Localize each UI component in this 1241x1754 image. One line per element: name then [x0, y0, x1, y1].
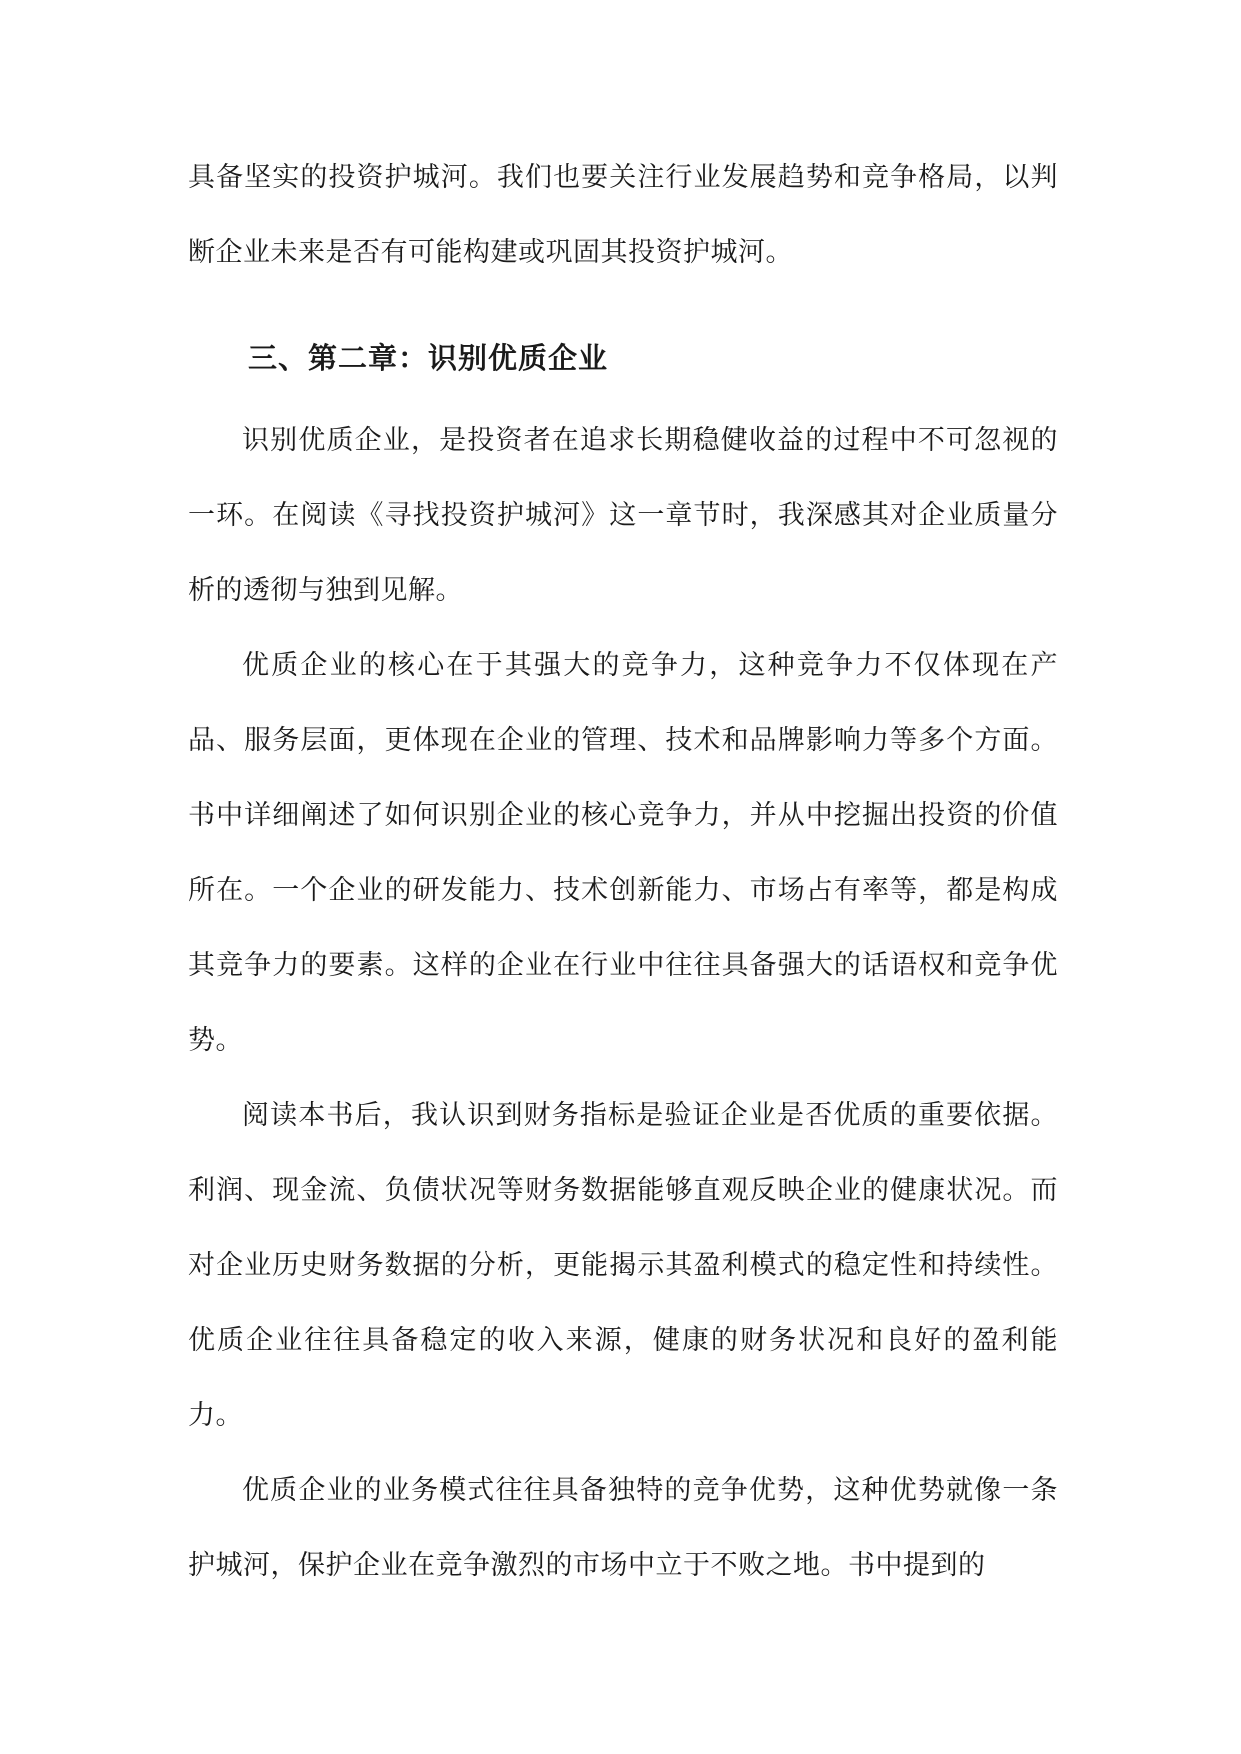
body-paragraph: 优质企业的核心在于其强大的竞争力，这种竞争力不仅体现在产品、服务层面，更体现在企业的管理、技术和品牌影响力等多个方面。书中详细阐述了如何识别企业的核心竞争力，并从中挖掘出投资的价值所在。一个企业的研发能力、技术创新能力、市场占有率等，都是构成其竞争力的要素。这样的企业在行业中往往具备强大的话语权和竞争优势。	[188, 650, 1058, 1056]
section-heading: 三、第二章：识别优质企业	[248, 341, 609, 375]
body-paragraph: 优质企业的业务模式往往具备独特的竞争优势，这种优势就像一条护城河，保护企业在竞争激烈的市场中立于不败之地。书中提到的	[188, 1475, 1058, 1581]
body-paragraph: 识别优质企业，是投资者在追求长期稳健收益的过程中不可忽视的一环。在阅读《寻找投资护城河》这一章节时，我深感其对企业质量分析的透彻与独到见解。	[188, 425, 1058, 606]
document-body	[188, 140, 1058, 1603]
body-paragraph: 阅读本书后，我认识到财务指标是验证企业是否优质的重要依据。利润、现金流、负债状况等财务数据能够直观反映企业的健康状况。而对企业历史财务数据的分析，更能揭示其盈利模式的稳定性和持续性。优质企业往往具备稳定的收入来源，健康的财务状况和良好的盈利能力。	[188, 1100, 1058, 1431]
intro-paragraph: 具备坚实的投资护城河。我们也要关注行业发展趋势和竞争格局，以判断企业未来是否有可能构建或巩固其投资护城河。	[188, 162, 1058, 268]
